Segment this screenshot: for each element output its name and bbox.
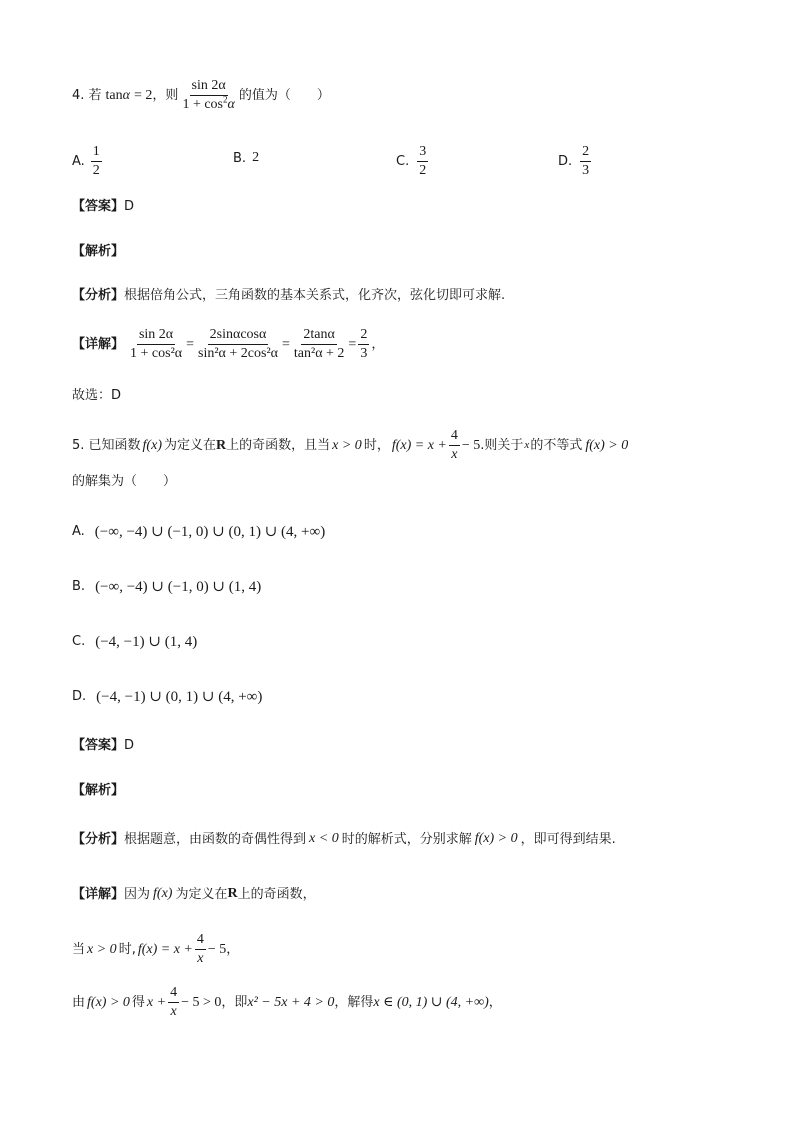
q4-option-d[interactable]: D. $\frac{2}{3}$ bbox=[558, 144, 590, 179]
q4-fenxi: 【分析】 根据倍角公式，三角函数的基本关系式，化齐次，弦化切即可求解. bbox=[72, 288, 506, 303]
q5-solution-line: 由 f(x) > 0 得 x + $\frac{4}{x}$ − 5 > 0 ，即 x² − 5x + 4 > 0 ，解得 x ∈ (0, 1) ∪ (4, +∞) ， bbox=[72, 985, 502, 1020]
q4-option-c[interactable]: C. $\frac{3}{2}$ bbox=[396, 144, 427, 179]
q5-detail: 【详解】 因为 f(x) 为定义在 R 上的奇函数， bbox=[72, 886, 316, 902]
q5-stem-line2: 的解集为（ ） bbox=[72, 474, 177, 489]
q4-option-a[interactable]: A. $\frac{1}{2}$ bbox=[72, 144, 100, 179]
q4-detail: 【详解】 $\frac{\sin 2\alpha}{\text{1 + cos²α}}$ = $\frac{2\sin\alpha\cos\alpha}{\text{sin²α + 2cos²α}}$ = $\frac{2\tan\alpha}{\text{tan²α + 2}}$ = $\frac{2}{3}$ ， bbox=[72, 327, 385, 362]
q5-when-line: 当 x > 0 时, f(x) = x + $\frac{4}{x}$ − 5 ， bbox=[72, 932, 240, 967]
q5-analysis-heading: 【解析】 bbox=[72, 783, 125, 798]
q5-answer: 【答案】 D bbox=[72, 738, 135, 753]
q4-choose: 故选：D bbox=[72, 388, 122, 403]
q4-analysis-heading: 【解析】 bbox=[72, 244, 125, 259]
q5-option-c[interactable]: C. (−4, −1) ∪ (1, 4) bbox=[72, 634, 198, 650]
q4-expression: $\frac{\sin 2\alpha}{1 + \cos^2\alpha}$ bbox=[182, 78, 235, 113]
q4-stem: 4. 若 tan α = 2 ，则 $\frac{\sin 2\alpha}{1 + \cos^2\alpha}$ 的值为（ ） bbox=[72, 78, 330, 113]
q5-stem: 5. 已知函数 f(x) 为定义在 R 上的奇函数，且当 x > 0 时， f(x) = x + $\frac{4}{x}$ − 5 .则关于 x 的不等式 f(x) > 0 bbox=[72, 428, 629, 463]
q5-fenxi: 【分析】 根据题意，由函数的奇偶性得到 x < 0 时的解析式，分别求解 f(x) > 0 ，即可得到结果. bbox=[72, 831, 616, 847]
q4-option-b[interactable]: B. 2 bbox=[233, 150, 260, 166]
q5-option-a[interactable]: A. (−∞, −4) ∪ (−1, 0) ∪ (0, 1) ∪ (4, +∞) bbox=[72, 524, 326, 540]
q5-option-d[interactable]: D. (−4, −1) ∪ (0, 1) ∪ (4, +∞) bbox=[72, 689, 263, 705]
q5-option-b[interactable]: B. (−∞, −4) ∪ (−1, 0) ∪ (1, 4) bbox=[72, 579, 262, 595]
q4-answer: 【答案】 D bbox=[72, 199, 135, 214]
